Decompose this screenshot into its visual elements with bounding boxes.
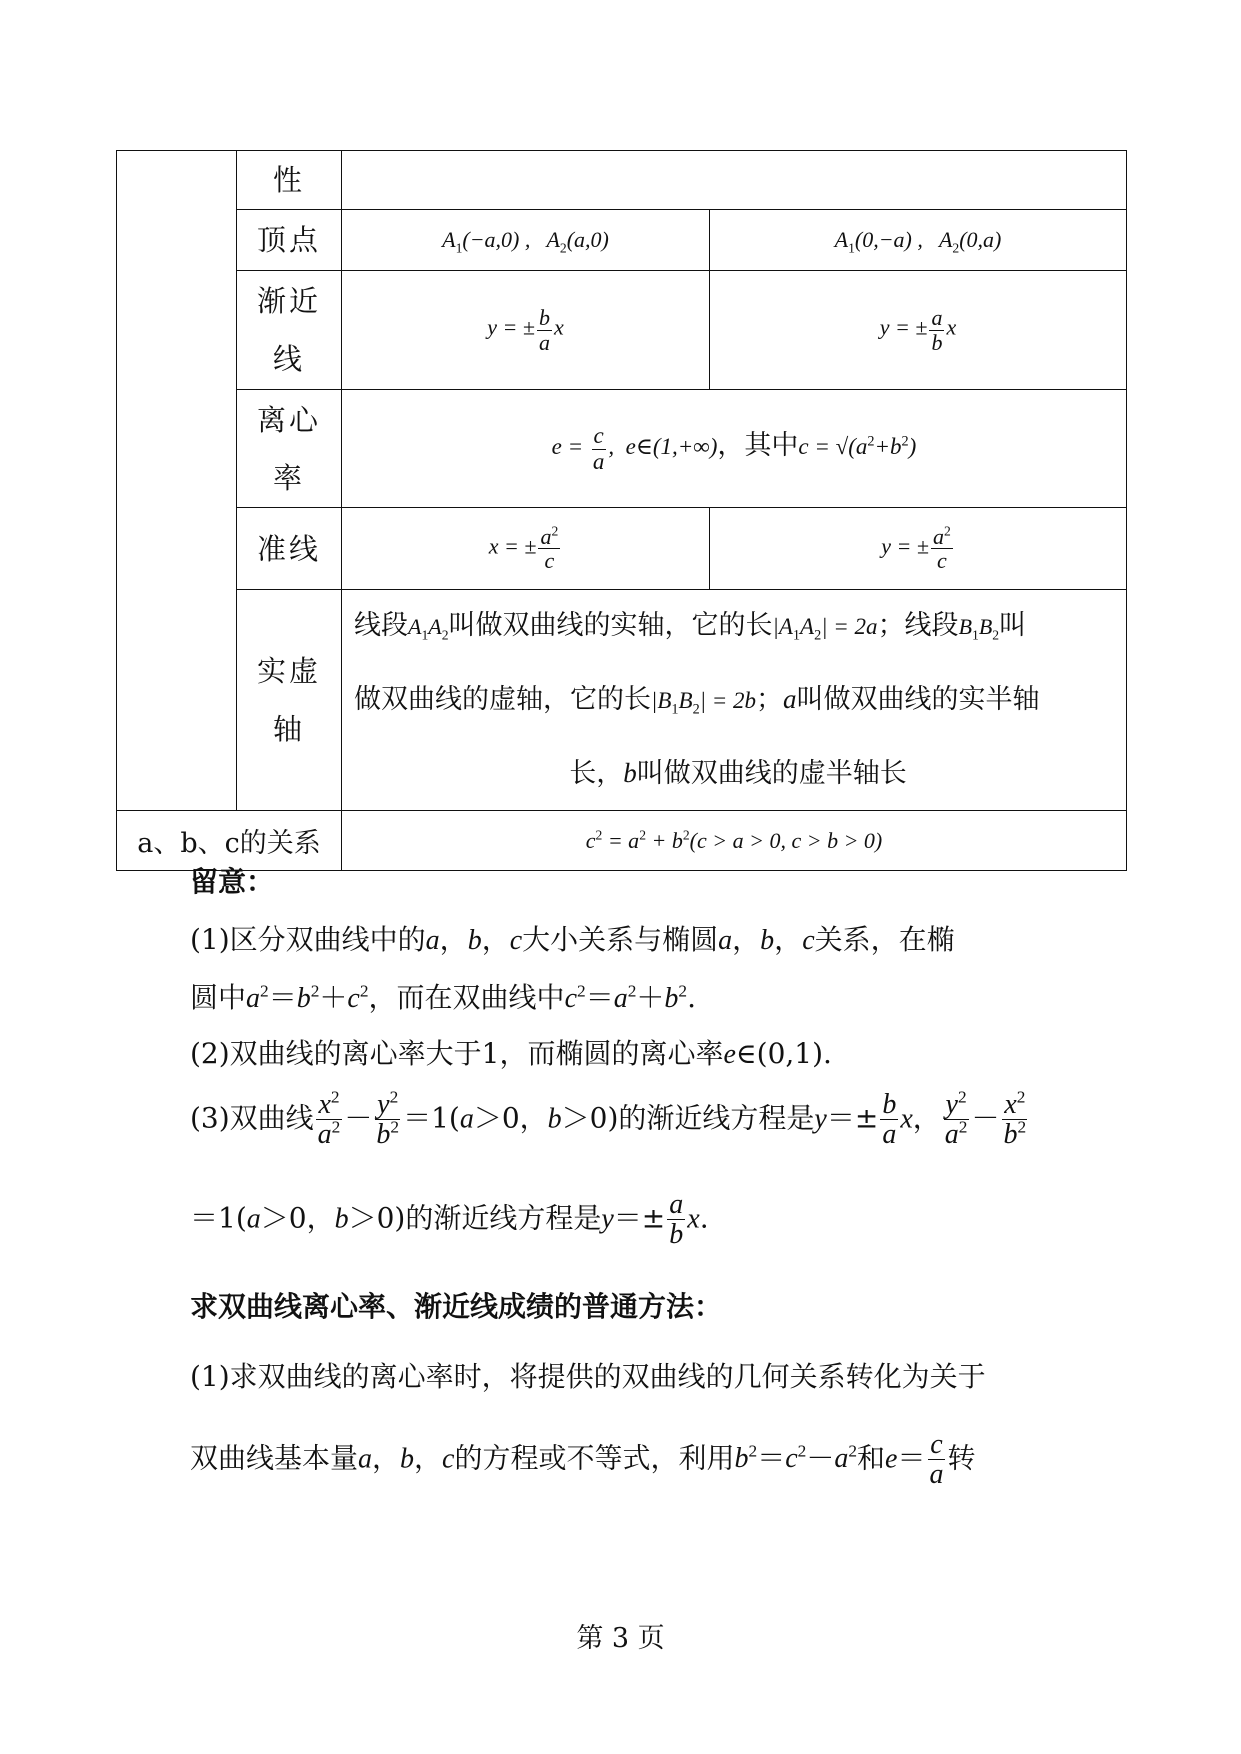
note-3-line-2: ＝1(a＞0，b＞0)的渐近线方程是y＝± $\frac{a}{b}$ x.: [190, 1189, 709, 1251]
method-1-line-1: (1)求双曲线的离心率时，将提供的双曲线的几何关系转化为关于: [190, 1360, 986, 1393]
note-2: (2)双曲线的离心率大于1，而椭圆的离心率e∈(0,1).: [190, 1037, 832, 1070]
empty-category-cell: [117, 151, 237, 811]
label-asymptote: 渐近 线: [237, 271, 342, 390]
empty-cell: [342, 151, 1127, 210]
note-1-line-1: (1)区分双曲线中的a，b，c大小关系与椭圆a，b，c关系，在椭: [190, 923, 955, 956]
vertex-right: $A_1(0,-a)$ , $A_2(0,a)$: [710, 210, 1127, 271]
method-1-line-2: 双曲线基本量a，b，c的方程或不等式，利用$b^2=c^2-a^2$和e＝ $\frac{c}{a}$ 转: [190, 1429, 976, 1491]
directrix-left: x = ± $\frac{a^2}{c}$: [342, 508, 710, 590]
label-directrix: 准线: [237, 508, 342, 590]
abc-relation-formula: $c^2 = a^2 + b^2(c > a > 0$, c > b > 0): [342, 811, 1127, 871]
page-number: 第 3 页: [576, 1623, 665, 1654]
label-property-cont: 性: [237, 151, 342, 210]
label-abc-relation: a、b、c的关系: [117, 811, 342, 871]
eccentricity-formula: e = $\frac{c}{a}$ , e∈(1,+∞)，其中$c = √(a^2+b^2)$: [342, 390, 1127, 508]
label-vertex: 顶点: [237, 210, 342, 271]
hyperbola-properties-table: [116, 150, 1127, 871]
axes-description: 线段$A_1A_2$叫做双曲线的实轴，它的长$|A_1A_2| = 2a$；线段$B_1B_2$叫 做双曲线的虚轴，它的长$|B_1B_2| = 2b$；a叫做双曲线的实半轴 长，b叫做双曲线的虚半轴长: [342, 590, 1127, 811]
label-eccentricity: 离心 率: [237, 390, 342, 508]
note-1-line-2: 圆中$a^2=b^2+c^2$，而在双曲线中$c^2=a^2+b^2$.: [190, 981, 696, 1014]
attention-title: 留意：: [190, 865, 275, 898]
label-axes: 实虚 轴: [237, 590, 342, 811]
asymptote-left: y = ± $\frac{b}{a}$ x: [342, 271, 710, 390]
vertex-left: $A_1(-a,0)$ , $A_2(a,0)$: [342, 210, 710, 271]
method-title: 求双曲线离心率、渐近线成绩的普通方法：: [190, 1290, 723, 1323]
directrix-right: y = ± $\frac{a^2}{c}$: [710, 508, 1127, 590]
note-3-line-1: (3)双曲线 $\frac{x^2}{a^2}$ － $\frac{y^2}{b^2}$ ＝1(a＞0，b＞0)的渐近线方程是y＝± $\frac{b}{a}$ x， $\frac{y^2}{a^2}$ － $\frac{x^2}{b^2}$: [190, 1087, 1027, 1151]
asymptote-right: y = ± $\frac{a}{b}$ x: [710, 271, 1127, 390]
